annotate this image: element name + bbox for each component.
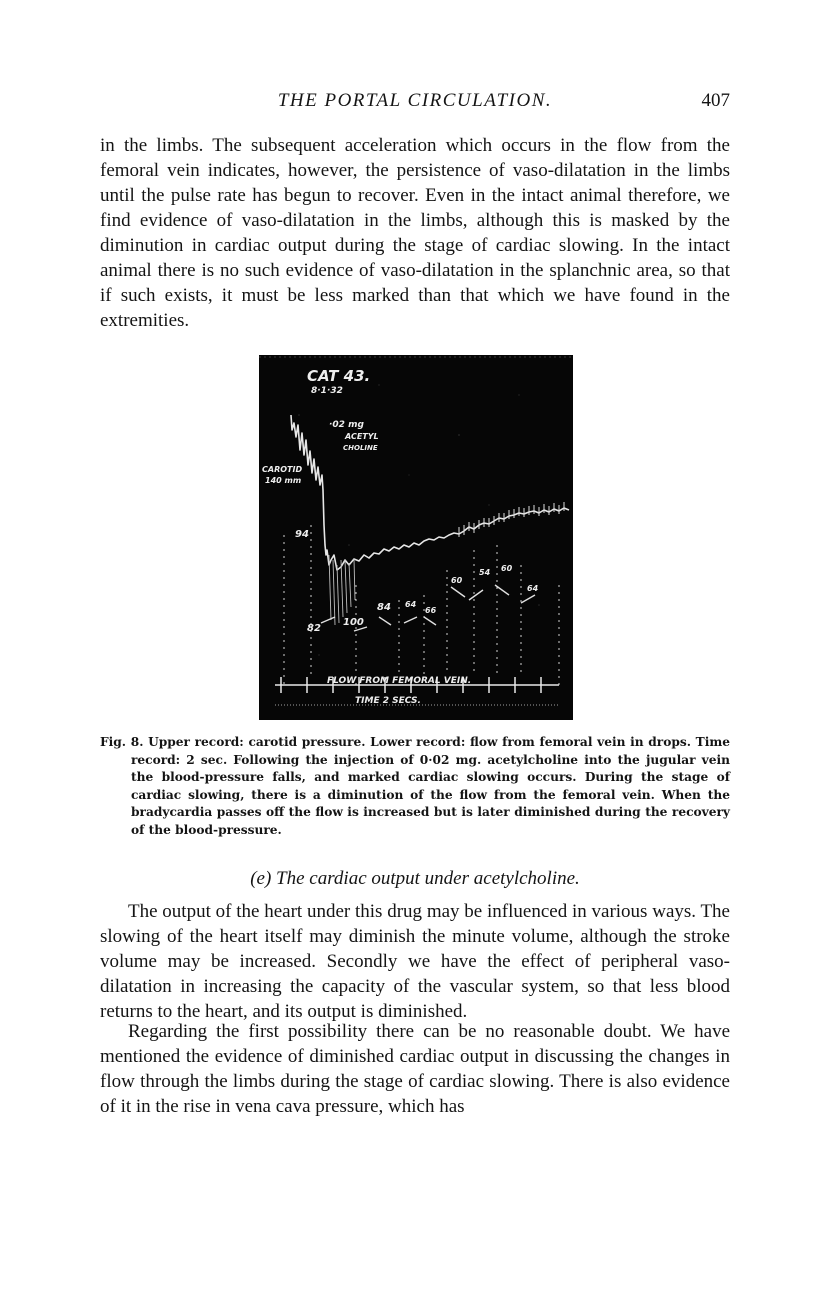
running-title: THE PORTAL CIRCULATION. <box>277 90 553 111</box>
page-number: 407 <box>701 90 730 111</box>
label-60b: 60 <box>501 564 513 573</box>
label-66: 66 <box>425 606 437 615</box>
label-84: 84 <box>377 602 391 613</box>
label-54: 54 <box>479 568 491 577</box>
caption-rest: Time record: 2 sec. Following the injection of 0·02 mg. acetylcholine into the jugular vein the blood-pressure falls, and marked cardiac slowing occurs. During the stage of cardiac slowing, there is a diminution of the flow from the femoral vein. When the bradycardia passes off the flow is increased but is later diminished during the recovery of the blood-pressure. <box>131 735 730 837</box>
paragraph-2: The output of the heart under this drug may be influenced in various ways. The slowing of the heart itself may diminish the minute volume, although the stroke volume may be increased. Secondly we have the effect of peripheral vaso-dilatation in increasing the capacity of the vascular system, so that less blood returns to the heart, and its output is diminished. <box>100 901 730 1022</box>
kymograph-figure <box>259 355 573 720</box>
label-drug-2: CHOLINE <box>343 444 378 452</box>
label-100: 100 <box>343 617 364 628</box>
label-drug-1: ACETYL <box>345 432 379 441</box>
label-cat: CAT 43. <box>307 367 371 385</box>
caption-line-1: Fig. 8. Upper record: carotid pressure. Lower record: flow from femoral vein in drops. <box>100 735 691 749</box>
label-time: TIME 2 SECS. <box>355 696 421 706</box>
label-carotid: CAROTID <box>262 465 303 474</box>
label-carotid-value: 140 mm <box>265 476 302 485</box>
paragraph-3: Regarding the first possibility there can be no reasonable doubt. We have mentioned the evidence of diminished cardiac output in discussing the changes in flow through the limbs during the stage of cardiac slowing. There is also evidence of it in the rise in vena cava pressure, which has <box>100 1021 730 1117</box>
label-flow: FLOW FROM FEMORAL VEIN. <box>327 676 472 686</box>
figure-caption <box>100 734 730 840</box>
label-82: 82 <box>307 623 321 634</box>
kymograph-record <box>259 355 573 720</box>
label-64a: 64 <box>405 600 417 609</box>
paragraph-1: in the limbs. The subsequent acceleration which occurs in the flow from the femoral vein indicates, however, the persistence of vaso-dilatation in the limbs until the pulse rate has begun to recover. Even in the intact animal therefore, we find evidence of vaso-dilatation in the limbs, although this is masked by the diminution in cardiac output during the stage of cardiac slowing. In the intact animal there is no such evidence of vaso-dilatation in the splanchnic area, so that if such exists, it must be less marked than that which we have found in the extremities. <box>100 135 730 331</box>
page-header <box>100 90 730 116</box>
label-94: 94 <box>295 529 309 540</box>
label-60a: 60 <box>451 576 463 585</box>
section-heading: (e) The cardiac output under acetylcholine. <box>250 868 580 889</box>
label-dose: ·02 mg <box>329 420 364 430</box>
label-date: 8·1·32 <box>311 386 343 396</box>
label-64b: 64 <box>527 584 539 593</box>
